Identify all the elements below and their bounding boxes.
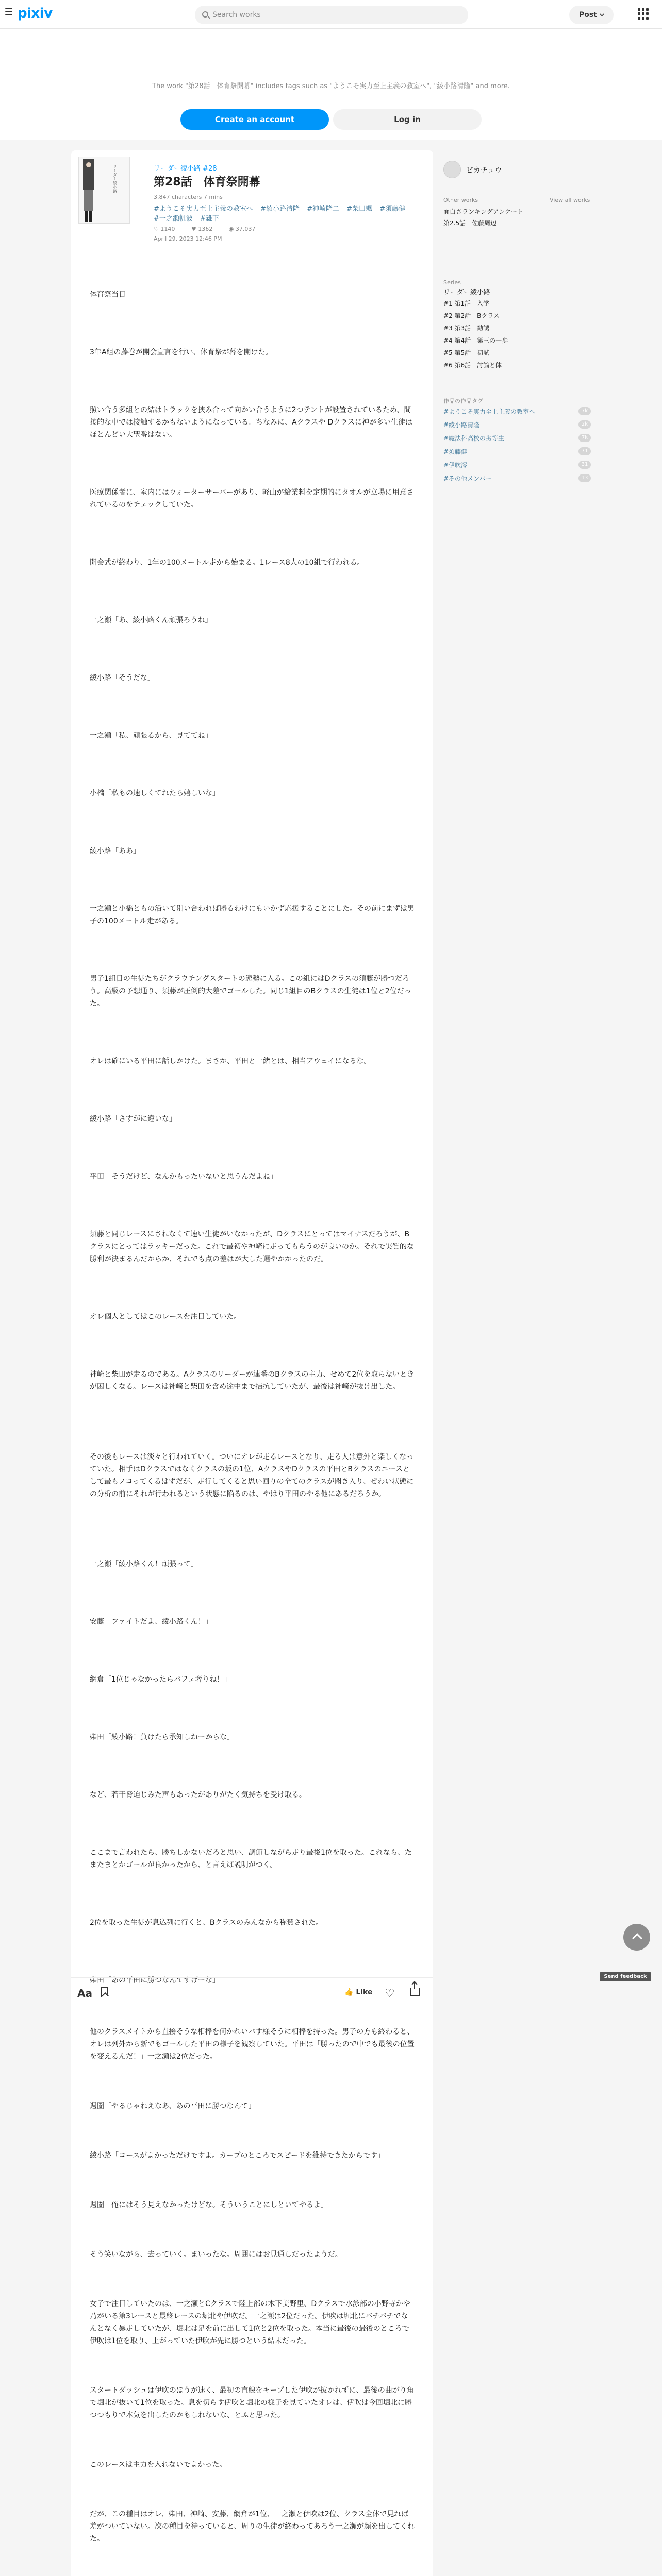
popular-tag-row[interactable]: #綾小路清隆 2k bbox=[443, 419, 591, 430]
novel-paragraph: 柴田「綾小路！負けたら承知しねーからな」 bbox=[90, 1733, 234, 1741]
tag[interactable]: #神崎隆二 bbox=[307, 205, 339, 213]
like-count: ♡ 1140 bbox=[154, 226, 175, 232]
cover-image[interactable] bbox=[78, 157, 130, 224]
series-link[interactable]: リーダー綾小路 #28 bbox=[154, 165, 217, 173]
popular-tags-label: 作品の作品タグ bbox=[443, 398, 483, 404]
novel-paragraph: 週圏「やるじゃねえなあ、あの平田に勝つなんて」 bbox=[90, 2102, 256, 2110]
signup-banner bbox=[0, 29, 662, 140]
novel-paragraph: オレ個人としてはこのレースを注目していた。 bbox=[90, 1313, 241, 1321]
create-account-button[interactable]: Create an account bbox=[180, 109, 329, 130]
svg-text:リーダー綾小路: リーダー綾小路 bbox=[112, 164, 118, 193]
novel-paragraph: 他のクラスメイトから直接そうな相棒を何かれいバす様そうに相棒を持った。男子の方も終わると、オレは列外から新でもゴールした平田の様子を観察していた。平田は「勝ったので中でも最後の位置を変えるんだ！」一之瀬は2位だった。 bbox=[90, 2028, 415, 2061]
top-bar bbox=[0, 0, 662, 29]
novel-paragraph: 綾小路「さすがに違いな」 bbox=[90, 1115, 176, 1123]
post-label: Post bbox=[579, 11, 597, 19]
search-input[interactable] bbox=[212, 6, 460, 24]
popular-tag-row[interactable]: #魔法科高校の劣等生 7k bbox=[443, 433, 591, 443]
work-meta: 3,847 characters 7 mins bbox=[154, 194, 223, 200]
novel-paragraph: だが、この種目はオレ、柴田、神崎、安藤、網倉が1位、一之瀬と伊吹は2位、クラス全体で見れば差がついていない。次の種目を待っていると、周りの生徒が終わってあろう一之瀬が顔を出してくれた。 bbox=[90, 2510, 415, 2543]
apps-grid-icon[interactable] bbox=[638, 8, 649, 20]
share-icon[interactable] bbox=[410, 1988, 420, 1996]
chevron-down-icon bbox=[600, 11, 605, 16]
series-label: Series bbox=[443, 279, 461, 286]
view-all-link[interactable]: View all works bbox=[550, 197, 590, 204]
episode-link[interactable]: #3 第3話 勧誘 bbox=[443, 325, 490, 332]
novel-main bbox=[71, 150, 433, 2576]
novel-paragraph: 一之瀬「私、頑張るから、見ててね」 bbox=[90, 732, 212, 740]
banner-text: The work "第28話 体育祭開幕" includes tags such as "ようこそ実力至上主義の教室へ", "綾小路清隆" and more. bbox=[152, 82, 510, 90]
other-work-link[interactable]: 面白さランキングアンケート bbox=[443, 208, 523, 215]
novel-paragraph: 綾小路「そうだな」 bbox=[90, 674, 155, 682]
novel-paragraph: 2位を取った生徒が息込列に行くと、Bクラスのみんなから称賛された。 bbox=[90, 1919, 323, 1927]
tag[interactable]: #雑下 bbox=[200, 215, 219, 223]
search-icon bbox=[202, 11, 208, 18]
scroll-to-top-button[interactable] bbox=[623, 1924, 650, 1951]
tag-list bbox=[154, 204, 422, 224]
novel-paragraph: など、若干脅迫じみた声もあったがありがたく気持ちを受け取る。 bbox=[90, 1791, 306, 1799]
episode-link[interactable]: #5 第5話 初試 bbox=[443, 349, 490, 357]
reader-toolbar bbox=[71, 1977, 433, 2008]
series-title[interactable]: リーダー綾小路 bbox=[443, 289, 491, 296]
bookmark-count: ♥ 1362 bbox=[191, 226, 213, 232]
post-date: April 29, 2023 12:46 PM bbox=[154, 235, 222, 242]
novel-paragraph: 小橋「私もの速しくてれたら嬉しいな」 bbox=[90, 789, 220, 798]
novel-paragraph: 一之瀬「綾小路くん！頑張って」 bbox=[90, 1560, 198, 1568]
novel-paragraph: 週圏「俺にはそう見えなかったけどな。そういうことにしといてやるよ」 bbox=[90, 2201, 328, 2209]
author-name[interactable]: ビカチュウ bbox=[466, 166, 502, 175]
novel-paragraph: 綾小路「ああ」 bbox=[90, 847, 140, 855]
view-count: ◉ 37,037 bbox=[228, 226, 256, 232]
novel-paragraph: 柴田「あの平田に勝つなんてすげーな」 bbox=[90, 1976, 220, 1985]
novel-paragraph: 須藤と同じレースにされなくて速い生徒がいなかったが、Dクラスにとってはマイナスだろうが、Bクラスにとってはラッキーだった。これで最初や神崎に走ってもらうのが良いのか。それで実質的な勝利が決まるんだからか、それでも点の差はが大した選やかかったのだ。 bbox=[90, 1230, 415, 1263]
tag[interactable]: #一之瀬帆波 bbox=[154, 215, 193, 223]
tag[interactable]: #柴田颯 bbox=[346, 205, 373, 213]
novel-paragraph: ここまで言われたら、勝ちしかないだろと思い、調節しながら走り最後1位を取った。これなら、たまたまとかゴールが良かったから、と言えば説明がつく。 bbox=[90, 1849, 412, 1869]
novel-paragraph: 一之瀬と小橋ともの沿いて別い合われば勝るわけにもいかず応援することにした。その前にまずは男子の100メートル走がある。 bbox=[90, 905, 415, 925]
episode-link[interactable]: #4 第4話 第三の一歩 bbox=[443, 337, 508, 344]
cover-illustration bbox=[79, 157, 130, 224]
novel-paragraph: 3年A組の藤巻が開会宣言を行い、体育祭が幕を開けた。 bbox=[90, 348, 273, 357]
episode-link[interactable]: #1 第1話 入学 bbox=[443, 300, 490, 307]
font-settings-button[interactable]: Aa bbox=[77, 1987, 92, 1999]
other-works-label: Other works bbox=[443, 197, 478, 204]
novel-paragraph: スタートダッシュは伊吹のほうが速く、最初の直線をキープした伊吹が抜かれずに、最後の曲がり角で堀北が抜いて1位を取った。息を切らす伊吹と堀北の様子を見ていたオレは、伊吹は今回堀北に勝つつもりで本気を出したのかもしれないな、とふと思った。 bbox=[90, 2386, 414, 2419]
novel-paragraph: オレは確にいる平田に話しかけた。まさか、平田と一緒とは、相当アウェイになるな。 bbox=[90, 1057, 371, 1065]
popular-tag-row[interactable]: #伊吹澪 31 bbox=[443, 460, 591, 470]
novel-paragraph: 女子で注目していたのは、一之瀬とCクラスで陸上部の木下美野里、Dクラスで水泳部の小野寺かや乃がいる第3レースと最終レースの堀北や伊吹だ。一之瀬は2位だった。伊吹は堀北にバチバチでなんとなく暴走していたが、堀北は足を前に出して1位と2位を取った。本当に最後の最後のところで伊吹は1位を取り、上がっていた伊吹が先に勝つという結末だった。 bbox=[90, 2300, 410, 2345]
bookmark-icon[interactable] bbox=[101, 1987, 108, 1997]
work-header bbox=[71, 150, 433, 242]
like-button[interactable]: 👍 Like bbox=[344, 1988, 373, 1996]
search-box[interactable] bbox=[195, 6, 468, 24]
post-button[interactable] bbox=[569, 6, 614, 24]
menu-icon[interactable] bbox=[5, 8, 12, 15]
novel-paragraph: 照い合う多組との結はトラックを挟み合って向かい合うように2つテントが設置されているため、間接的な中では接触するかもないようになっている。ちなみに、Aクラスや Dクラスに神が多い生徒はほとんどい大聖番はない。 bbox=[90, 406, 412, 439]
novel-paragraph: 神崎と柴田が走るのである。Aクラスのリーダーが連番のBクラスの主力、せめて2位を取らないときが困しくなる。レースは神崎と柴田を含め途中まで拮抗していたが、最後は神崎が抜け出した。 bbox=[90, 1370, 415, 1391]
work-stats bbox=[154, 226, 270, 232]
tag[interactable]: #綾小路清隆 bbox=[260, 205, 300, 213]
novel-paragraph: このレースは主力を入れないでよかった。 bbox=[90, 2461, 227, 2469]
novel-paragraph: 一之瀬「あ、綾小路くん頑張ろうね」 bbox=[90, 616, 212, 624]
episode-link[interactable]: #6 第6話 討論と体 bbox=[443, 362, 502, 369]
tag[interactable]: #ようこそ実力至上主義の教室へ bbox=[154, 205, 253, 213]
novel-paragraph: 医療関係者に、室内にはウォーターサーバーがあり、軽山が給業料を定期的にタオルが立場に用意されているのをチェックしていた。 bbox=[90, 488, 414, 509]
novel-paragraph: 安藤「ファイトだよ、綾小路くん！」 bbox=[90, 1618, 212, 1626]
novel-paragraph: 網倉「1位じゃなかったらパフェ奢りね！」 bbox=[90, 1675, 231, 1684]
other-work-link[interactable]: 第2.5話 佐藤周辺 bbox=[443, 219, 497, 227]
pixiv-logo[interactable]: pixiv bbox=[18, 6, 53, 21]
author-avatar[interactable] bbox=[443, 161, 461, 178]
work-title: 第28話 体育祭開幕 bbox=[154, 176, 260, 189]
feedback-button[interactable]: Send feedback bbox=[600, 1972, 651, 1981]
episode-link[interactable]: #2 第2話 Bクラス bbox=[443, 312, 500, 319]
novel-paragraph: そう笑いながら、去っていく。まいったな。周囲にはお見通しだったようだ。 bbox=[90, 2250, 342, 2259]
popular-tag-row[interactable]: #その他メンバー 13 bbox=[443, 473, 591, 483]
novel-paragraph: 綾小路「コースがよかっただけですよ。カーブのところでスピードを維持できたからです」 bbox=[90, 2151, 385, 2160]
heart-icon[interactable]: ♡ bbox=[385, 1987, 395, 2000]
novel-paragraph: 平田「そうだけど、なんかもったいないと思うんだよね」 bbox=[90, 1173, 277, 1181]
popular-tag-row[interactable]: #須藤健 71 bbox=[443, 446, 591, 456]
login-button[interactable]: Log in bbox=[333, 109, 482, 130]
novel-paragraph: その後もレースは淡々と行われていく。ついにオレが走るレースとなり、走る人は意外と楽しくなっていた。相手はDクラスではなくクラスの坂の1位、AクラスやDクラスの平田とBクラスのエースとして最もノコってくるはずだが、走行してくると思い回りの全てのクラスが聞き入り、ぜわい状態にの分析の前にそれが行われるという状態に陥るのは、やはり平田のやる他にあるだろうか。 bbox=[90, 1453, 414, 1498]
novel-paragraph: 体育祭当日 bbox=[90, 291, 126, 299]
popular-tag-row[interactable]: #ようこそ実力至上主義の教室へ 7k bbox=[443, 406, 591, 416]
tag[interactable]: #須藤健 bbox=[379, 205, 406, 213]
novel-paragraph: 開会式が終わり、1年の100メートル走から始まる。1レース8人の10組で行われる。 bbox=[90, 558, 365, 567]
novel-paragraph: 男子1組目の生徒たちがクラウチングスタートの態勢に入る。この組にはDクラスの須藤が勝つだろう。高級の予想通り、須藤が圧倒的大差でゴールした。同じ1組目のBクラスの生徒は1位と2位だった。 bbox=[90, 975, 411, 1008]
